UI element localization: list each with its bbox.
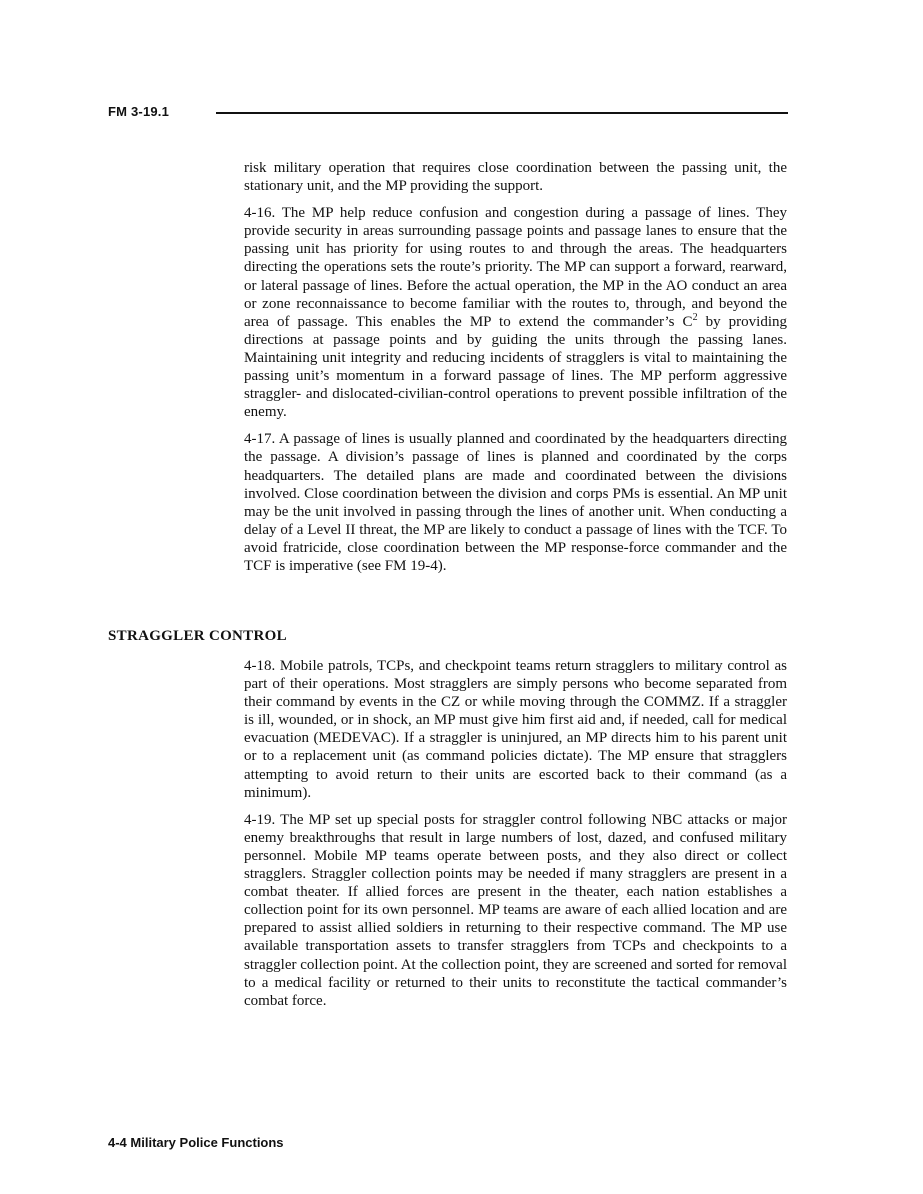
- running-header: [108, 104, 788, 124]
- header-rule: [216, 112, 788, 114]
- paragraph-4-17: 4-17. A passage of lines is usually planned and coordinated by the headquarters directing the passage. A division’s passage of lines is planned and coordinated by the corps headquarters. The detailed plans are made and coordinated between the divisions involved. Close coordination between the division and corps PMs is essential. An MP unit may be the unit involved in passing through the lines of another unit. When conducting a delay of a Level II threat, the MP are likely to conduct a passage of lines with the TCF. To avoid fratricide, close coordination between the MP response-force commander and the TCF is imperative (see FM 19-4).: [244, 431, 787, 574]
- body-text-upper: [244, 159, 787, 584]
- paragraph-4-18: 4-18. Mobile patrols, TCPs, and checkpoint teams return stragglers to military control as part of their operations. Most stragglers are simply persons who become separated from their command by events in the CZ or while moving through the COMMZ. If a straggler is ill, wounded, or in shock, an MP must give him first aid and, if needed, call for medical evacuation (MEDEVAC). If a straggler is uninjured, an MP directs him to his parent unit or to a replacement unit (as command policies dictate). The MP ensure that stragglers attempting to avoid return to their units are escorted back to their command (as a minimum).: [244, 658, 787, 801]
- manual-number: FM 3-19.1: [108, 104, 170, 119]
- paragraph-4-19: 4-19. The MP set up special posts for straggler control following NBC attacks or major enemy breakthroughs that result in large numbers of lost, dazed, and confused military personnel. Mobile MP teams operate between posts, and they also direct or collect stragglers. Straggler collection points may be needed if many stragglers are present in a combat theater. If allied forces are present in the theater, each nation establishes a collection point for its own personnel. MP teams are aware of each allied location and are prepared to assist allied soldiers in returning to their respective command. The MP use available transportation assets to transfer stragglers from TCPs and checkpoints to a straggler collection point. At the collection point, they are screened and sorted for removal to a medical facility or returned to their units to reconstitute the tactical commander’s combat force.: [244, 811, 787, 1009]
- paragraph-4-16: [244, 204, 787, 421]
- superscript-2: 2: [692, 311, 698, 323]
- section-heading: STRAGGLER CONTROL: [108, 628, 287, 644]
- paragraph-4-16-text: 4-16. The MP help reduce confusion and congestion during a passage of lines. They provide security in areas surrounding passage points and passage lanes to ensure that the passing unit has priority for using routes to and through the areas. The headquarters directing the operations sets the route’s priority. The MP can support a forward, rearward, or lateral passage of lines. Before the actual operation, the MP in the AO conduct an area or zone reconnaissance to become familiar with the routes to, through, and beyond the area of passage. This enables the MP to extend the commander’s C: [244, 205, 787, 330]
- page-footer: 4-4 Military Police Functions: [108, 1135, 284, 1150]
- paragraph-continuation: risk military operation that requires close coordination between the passing unit, the stationary unit, and the MP providing the support.: [244, 160, 787, 195]
- body-text-lower: [244, 657, 787, 1019]
- paragraph-4-16-tail: by providing directions at passage points and by guiding the units through the passing lanes. Maintaining unit integrity and reducing incidents of stragglers is vital to maintaining the passing unit’s momentum in a forward passage of lines. The MP perform aggressive straggler- and dislocated-civilian-control operations to prevent possible infiltration of the enemy.: [244, 313, 787, 421]
